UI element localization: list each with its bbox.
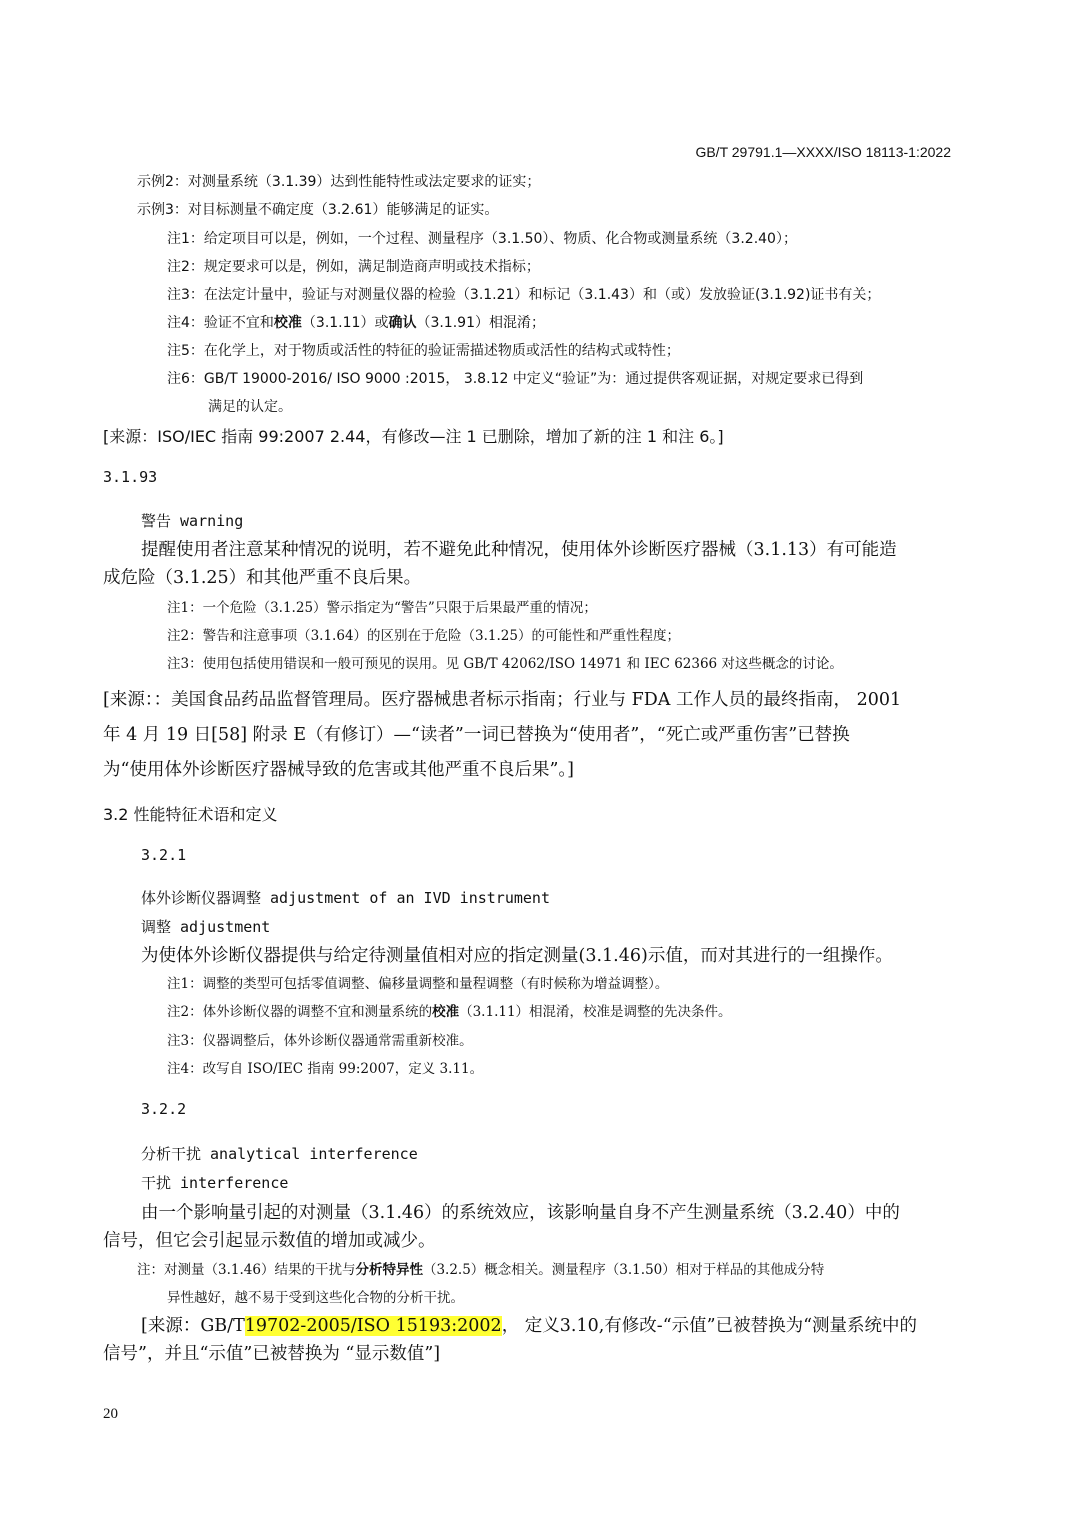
note-1: 注1：给定项目可以是，例如，一个过程、测量程序（3.1.50）、物质、化合物或测量系统（3.2.40）；	[167, 231, 797, 247]
interference-source-highlighted-ref: 19702-2005/ISO 15193:2002	[244, 1316, 502, 1336]
note-4-part-a: 注4：验证不宜和	[167, 315, 274, 331]
page-number: 20	[103, 1406, 118, 1422]
note-6-line-1: 注6：GB/T 19000-2016/ ISO 9000 :2015， 3.8.12 中定义“验证”为：通过提供客观证据，对规定要求已得到	[167, 371, 864, 387]
adjustment-note-4: 注4：改写自 ISO/IEC 指南 99:2007，定义 3.11。	[167, 1061, 484, 1077]
definition-warning-line-2: 成危险（3.1.25）和其他严重不良后果。	[103, 568, 422, 588]
warning-note-1: 注1：一个危险（3.1.25）警示指定为“警告”只限于后果最严重的情况；	[167, 600, 597, 616]
note-4-term-calibration: 校准	[273, 315, 302, 331]
warning-source-line-1: [来源：：美国食品药品监督管理局。医疗器械患者标示指南；行业与 FDA 工作人员的最终指南， 2001	[103, 690, 902, 710]
interference-source-part-a: [来源：GB/T	[141, 1316, 245, 1336]
example-2: 示例2：对测量系统（3.1.39）达到性能特性或法定要求的证实；	[137, 174, 541, 190]
adjustment-note-1: 注1：调整的类型可包括零值调整、偏移量调整和量程调整（有时候称为增益调整）。	[167, 976, 669, 992]
adjustment-note-2	[167, 1000, 732, 1020]
example-3: 示例3：对目标测量不确定度（3.2.61）能够满足的证实。	[137, 202, 499, 218]
note-2: 注2：规定要求可以是，例如，满足制造商声明或技术指标；	[167, 259, 540, 275]
clause-number-322: 3.2.2	[141, 1100, 187, 1118]
term-adjustment: 调整 adjustment	[141, 918, 271, 936]
term-analytical-interference: 分析干扰 analytical interference	[141, 1145, 418, 1163]
definition-interference-line-1: 由一个影响量引起的对测量（3.1.46）的系统效应，该影响量自身不产生测量系统（3.2.40）中的	[141, 1203, 900, 1223]
interference-source-line-1	[141, 1312, 917, 1337]
adjustment-note-3: 注3：仪器调整后，体外诊断仪器通常需重新校准。	[167, 1033, 473, 1049]
interference-source-line-2: 信号”，并且“示值”已被替换为 “显示数值”]	[103, 1344, 441, 1364]
interference-note-part-a: 注：对测量（3.1.46）结果的干扰与	[137, 1262, 356, 1278]
document-header-id: GB/T 29791.1—XXXX/ISO 18113-1:2022	[695, 144, 951, 160]
interference-note-line-2: 异性越好，越不易于受到这些化合物的分析干扰。	[167, 1290, 464, 1306]
note-4	[167, 312, 545, 332]
warning-note-3: 注3：使用包括使用错误和一般可预见的误用。见 GB/T 42062/ISO 14971 和 IEC 62366 对这些概念的讨论。	[167, 656, 843, 672]
interference-note-line-1	[137, 1258, 824, 1278]
term-warning: 警告 warning	[141, 512, 244, 530]
adjustment-note-2-term-calibration: 校准	[432, 1004, 460, 1020]
note-3: 注3：在法定计量中，验证与对测量仪器的检验（3.1.21）和标记（3.1.43）和（或）发放验证(3.1.92)证书有关；	[167, 287, 881, 303]
adjustment-note-2-part-c: （3.1.11）相混淆，校准是调整的先决条件。	[459, 1004, 732, 1020]
warning-source-line-3: 为“使用体外诊断医疗器械导致的危害或其他严重不良后果”。]	[103, 760, 574, 780]
section-heading-3-2: 3.2 性能特征术语和定义	[103, 805, 278, 824]
interference-source-part-c: ， 定义3.10,有修改-“示值”已被替换为“测量系统中的	[501, 1316, 918, 1336]
definition-interference-line-2: 信号，但它会引起显示数值的增加或减少。	[103, 1231, 436, 1251]
definition-adjustment: 为使体外诊断仪器提供与给定待测量值相对应的指定测量(3.1.46)示值，而对其进行的一组操作。	[141, 946, 893, 966]
note-4-term-validation: 确认	[388, 315, 417, 331]
note-5: 注5：在化学上，对于物质或活性的特征的验证需描述物质或活性的结构式或特性；	[167, 343, 680, 359]
clause-number-3193: 3.1.93	[103, 468, 158, 486]
definition-warning-line-1: 提醒使用者注意某种情况的说明，若不避免此种情况，使用体外诊断医疗器械（3.1.13）有可能造	[141, 540, 897, 560]
interference-note-part-c: （3.2.5）概念相关。测量程序（3.1.50）相对于样品的其他成分特	[422, 1262, 825, 1278]
note-6-line-2: 满足的认定。	[208, 399, 292, 415]
adjustment-note-2-part-a: 注2：体外诊断仪器的调整不宜和测量系统的	[167, 1004, 433, 1020]
term-interference: 干扰 interference	[141, 1174, 289, 1192]
source-note-3192: [来源：ISO/IEC 指南 99:2007 2.44，有修改—注 1 已删除，增加了新的注 1 和注 6。]	[103, 427, 724, 446]
clause-number-321: 3.2.1	[141, 846, 187, 864]
term-adjustment-ivd: 体外诊断仪器调整 adjustment of an IVD instrument	[141, 889, 550, 907]
note-4-part-e: （3.1.91）相混淆；	[416, 315, 545, 331]
warning-source-line-2: 年 4 月 19 日[58] 附录 E（有修订）—“读者”一词已替换为“使用者”，“死亡或严重伤害”已替换	[103, 725, 850, 745]
interference-note-term-specificity: 分析特异性	[355, 1262, 423, 1278]
warning-note-2: 注2：警告和注意事项（3.1.64）的区别在于危险（3.1.25）的可能性和严重性程度；	[167, 628, 680, 644]
note-4-part-c: （3.1.11）或	[301, 315, 389, 331]
